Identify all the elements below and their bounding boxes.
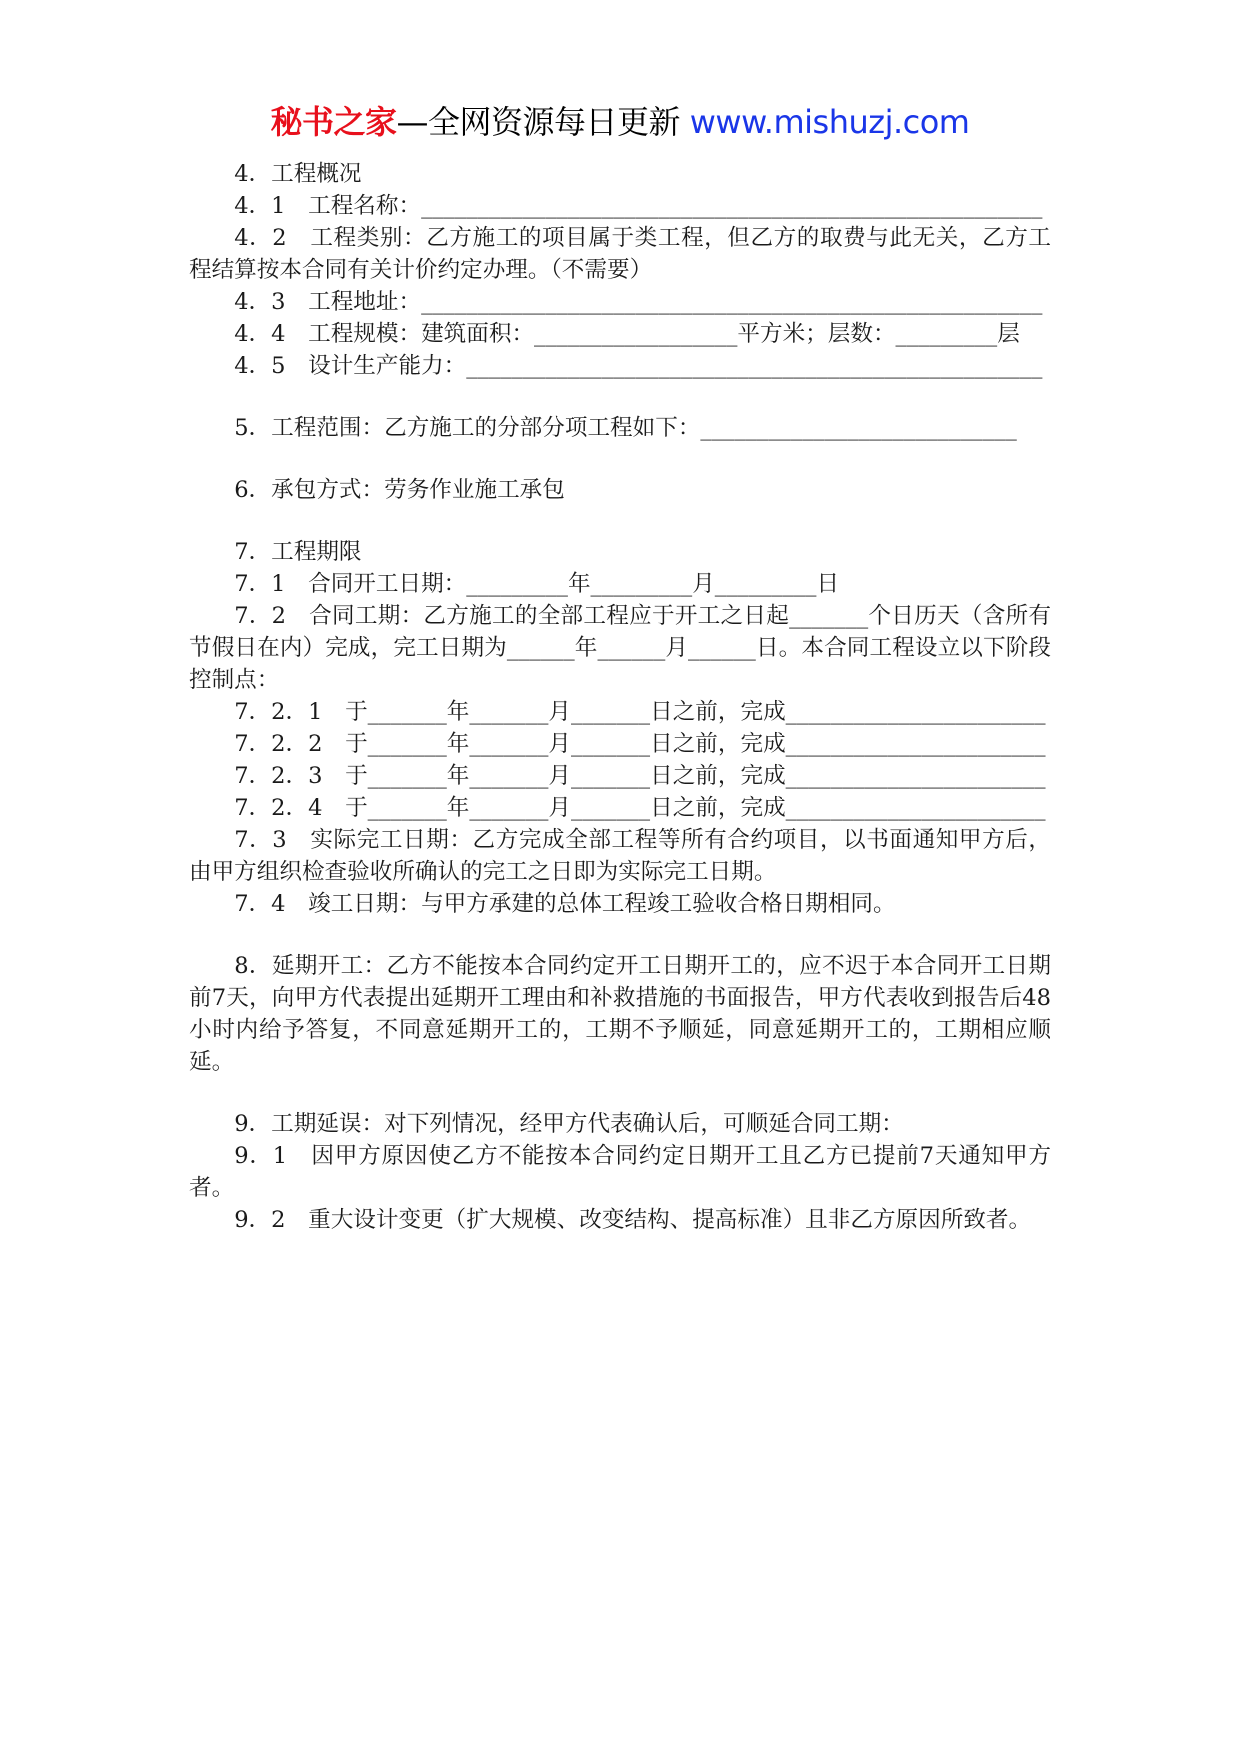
clause-4-4: 4．4 工程规模：建筑面积：__________________平方米；层数：_________层 — [234, 321, 1020, 347]
spacer — [189, 1078, 1051, 1108]
clause-7-2-2: 7．2．2 于_______年_______月_______日之前，完成_______________________ — [234, 731, 1046, 757]
clause-4-3: 4．3 工程地址：_______________________________________________________ — [234, 289, 1043, 315]
clause-7-2-4: 7．2．4 于_______年_______月_______日之前，完成_______________________ — [234, 795, 1046, 821]
clause-9-1: 9．1 因甲方原因使乙方不能按本合同约定日期开工且乙方已提前7天通知甲方者。 — [189, 1143, 1051, 1201]
section-7-heading: 7．工程期限 — [234, 539, 362, 565]
document-body — [189, 158, 1051, 1236]
site-url-link[interactable]: www.mishuzj.com — [689, 103, 970, 141]
clause-7-2-3: 7．2．3 于_______年_______月_______日之前，完成_______________________ — [234, 763, 1046, 789]
section-9-heading: 9．工期延误：对下列情况，经甲方代表确认后，可顺延合同工期： — [234, 1111, 904, 1137]
spacer — [189, 444, 1051, 474]
spacer — [189, 382, 1051, 412]
spacer — [189, 920, 1051, 950]
clause-4-5: 4．5 设计生产能力：___________________________________________________ — [234, 353, 1043, 379]
section-8: 8．延期开工：乙方不能按本合同约定开工日期开工的，应不迟于本合同开工日期前7天，向甲方代表提出延期开工理由和补救措施的书面报告，甲方代表收到报告后48小时内给予答复，不同意延期开工的，工期不予顺延，同意延期开工的，工期相应顺延。 — [189, 953, 1051, 1075]
clause-7-3: 7．3 实际完工日期：乙方完成全部工程等所有合约项目，以书面通知甲方后，由甲方组织检查验收所确认的完工之日即为实际完工日期。 — [189, 827, 1051, 885]
section-6: 6．承包方式：劳务作业施工承包 — [234, 477, 565, 503]
clause-9-2: 9．2 重大设计变更（扩大规模、改变结构、提高标准）且非乙方原因所致者。 — [234, 1207, 1032, 1233]
brand-name: 秘书之家 — [270, 103, 397, 141]
clause-7-4: 7．4 竣工日期：与甲方承建的总体工程竣工验收合格日期相同。 — [234, 891, 896, 917]
spacer — [189, 506, 1051, 536]
site-banner — [0, 100, 1240, 144]
section-4-heading: 4．工程概况 — [234, 161, 362, 187]
clause-4-2: 4．2 工程类别：乙方施工的项目属于类工程，但乙方的取费与此无关，乙方工程结算按本合同有关计价约定办理。（不需要） — [189, 225, 1051, 283]
clause-4-1: 4．1 工程名称：_______________________________________________________ — [234, 193, 1043, 219]
section-5: 5．工程范围：乙方施工的分部分项工程如下：____________________________ — [234, 415, 1017, 441]
clause-7-1: 7．1 合同开工日期：_________年_________月_________日 — [234, 571, 840, 597]
clause-7-2-1: 7．2．1 于_______年_______月_______日之前，完成_______________________ — [234, 699, 1046, 725]
clause-7-2: 7．2 合同工期：乙方施工的全部工程应于开工之日起_______个日历天（含所有节假日在内）完成，完工日期为______年______月______日。本合同工程设立以下阶段控制点： — [189, 603, 1051, 693]
slogan: —全网资源每日更新 — [396, 103, 681, 141]
